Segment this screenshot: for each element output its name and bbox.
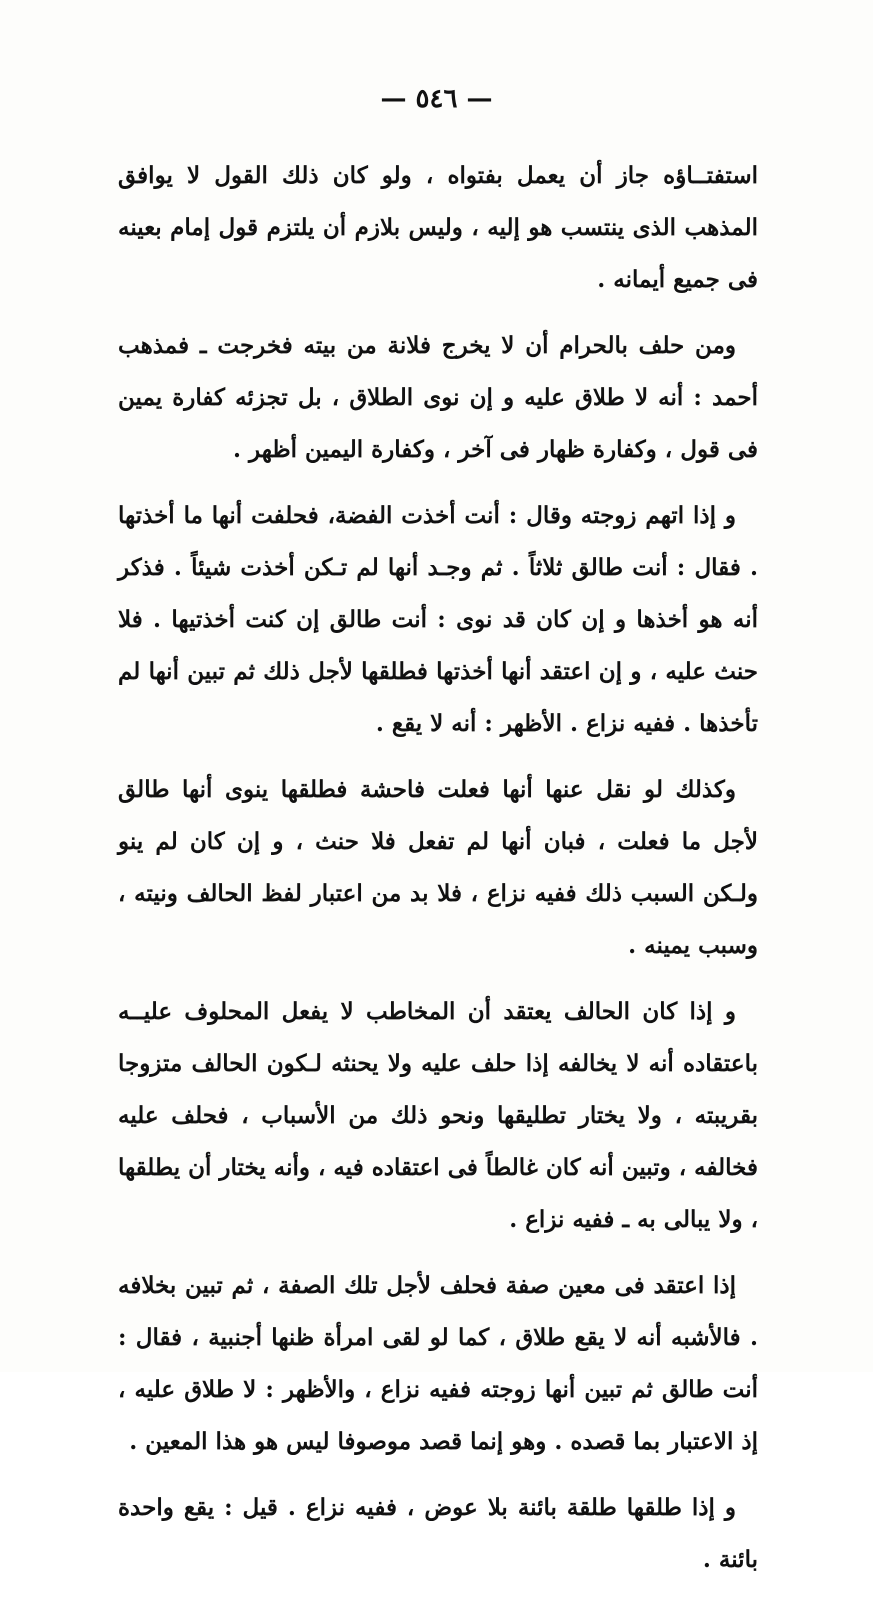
paragraph-specific-attribute: إذا اعتقد فى معين صفة فحلف لأجل تلك الصفة ، ثم تبين بخلافه . فالأشبه أنه لا يقع طلاق ، كما لو لقى امرأة ظنها أجنبية ، فقال : أنت طالق ثم تبين أنها زوجته ففيه نزاع ، والأظهر : لا طلاق عليه ، إذ الاعتبار بما قصده . وهو إنما قصد موصوفا ليس هو هذا المعين . [118, 1272, 758, 1455]
paragraph-mistaken-belief: و إذا كان الحالف يعتقد أن المخاطب لا يفعل المحلوف عليــه باعتقاده أنه لا يخالفه إذا حلف عليه ولا يحنثه لـكون الحالف متزوجا بقريبته ، ولا يختار تطليقها ونحو ذلك من الأسباب ، فحلف عليه فخالفه ، وتبين أنه كان غالطاً فى اعتقاده فيه ، وأنه يختار أن يطلقها ، ولا يبالى به ـ ففيه نزاع . [118, 998, 758, 1233]
page-body [118, 150, 758, 1600]
paragraph-accused-wife: و إذا اتهم زوجته وقال : أنت أخذت الفضة، فحلفت أنها ما أخذتها . فقال : أنت طالق ثلاثاً . ثم وجـد أنها لم تـكن أخذت شيئاً . فذكر أنه هو أخذها و إن كان قد نوى : أنت طالق إن كنت أخذتيها . فلا حنث عليه ، و إن اعتقد أنها أخذتها فطلقها لأجل ذلك ثم تبين أنها لم تأخذها . ففيه نزاع . الأظهر : أنه لا يقع . [118, 502, 758, 737]
paragraph-reported-act: وكذلك لو نقل عنها أنها فعلت فاحشة فطلقها ينوى أنها طالق لأجل ما فعلت ، فبان أنها لم تفعل فلا حنث ، و إن كان لم ينو ولـكن السبب ذلك ففيه نزاع ، فلا بد من اعتبار لفظ الحالف ونيته ، وسبب يمينه . [118, 776, 758, 959]
paragraph-oath-haram: ومن حلف بالحرام أن لا يخرج فلانة من بيته فخرجت ـ فمذهب أحمد : أنه لا طلاق عليه و إن نوى الطلاق ، بل تجزئه كفارة يمين فى قول ، وكفارة ظهار فى آخر ، وكفارة اليمين أظهر . [118, 332, 758, 463]
page-number: — ٥٤٦ — [380, 84, 493, 114]
paragraph-fatwa-following: استفتــاؤه جاز أن يعمل بفتواه ، ولو كان ذلك القول لا يوافق المذهب الذى ينتسب هو إليه ، وليس بلازم أن يلتزم قول إمام بعينه فى جميع أيمانه . [118, 162, 758, 293]
paragraph-irrevocable-divorce: و إذا طلقها طلقة بائنة بلا عوض ، ففيه نزاع . قيل : يقع واحدة بائنة . [118, 1494, 758, 1573]
